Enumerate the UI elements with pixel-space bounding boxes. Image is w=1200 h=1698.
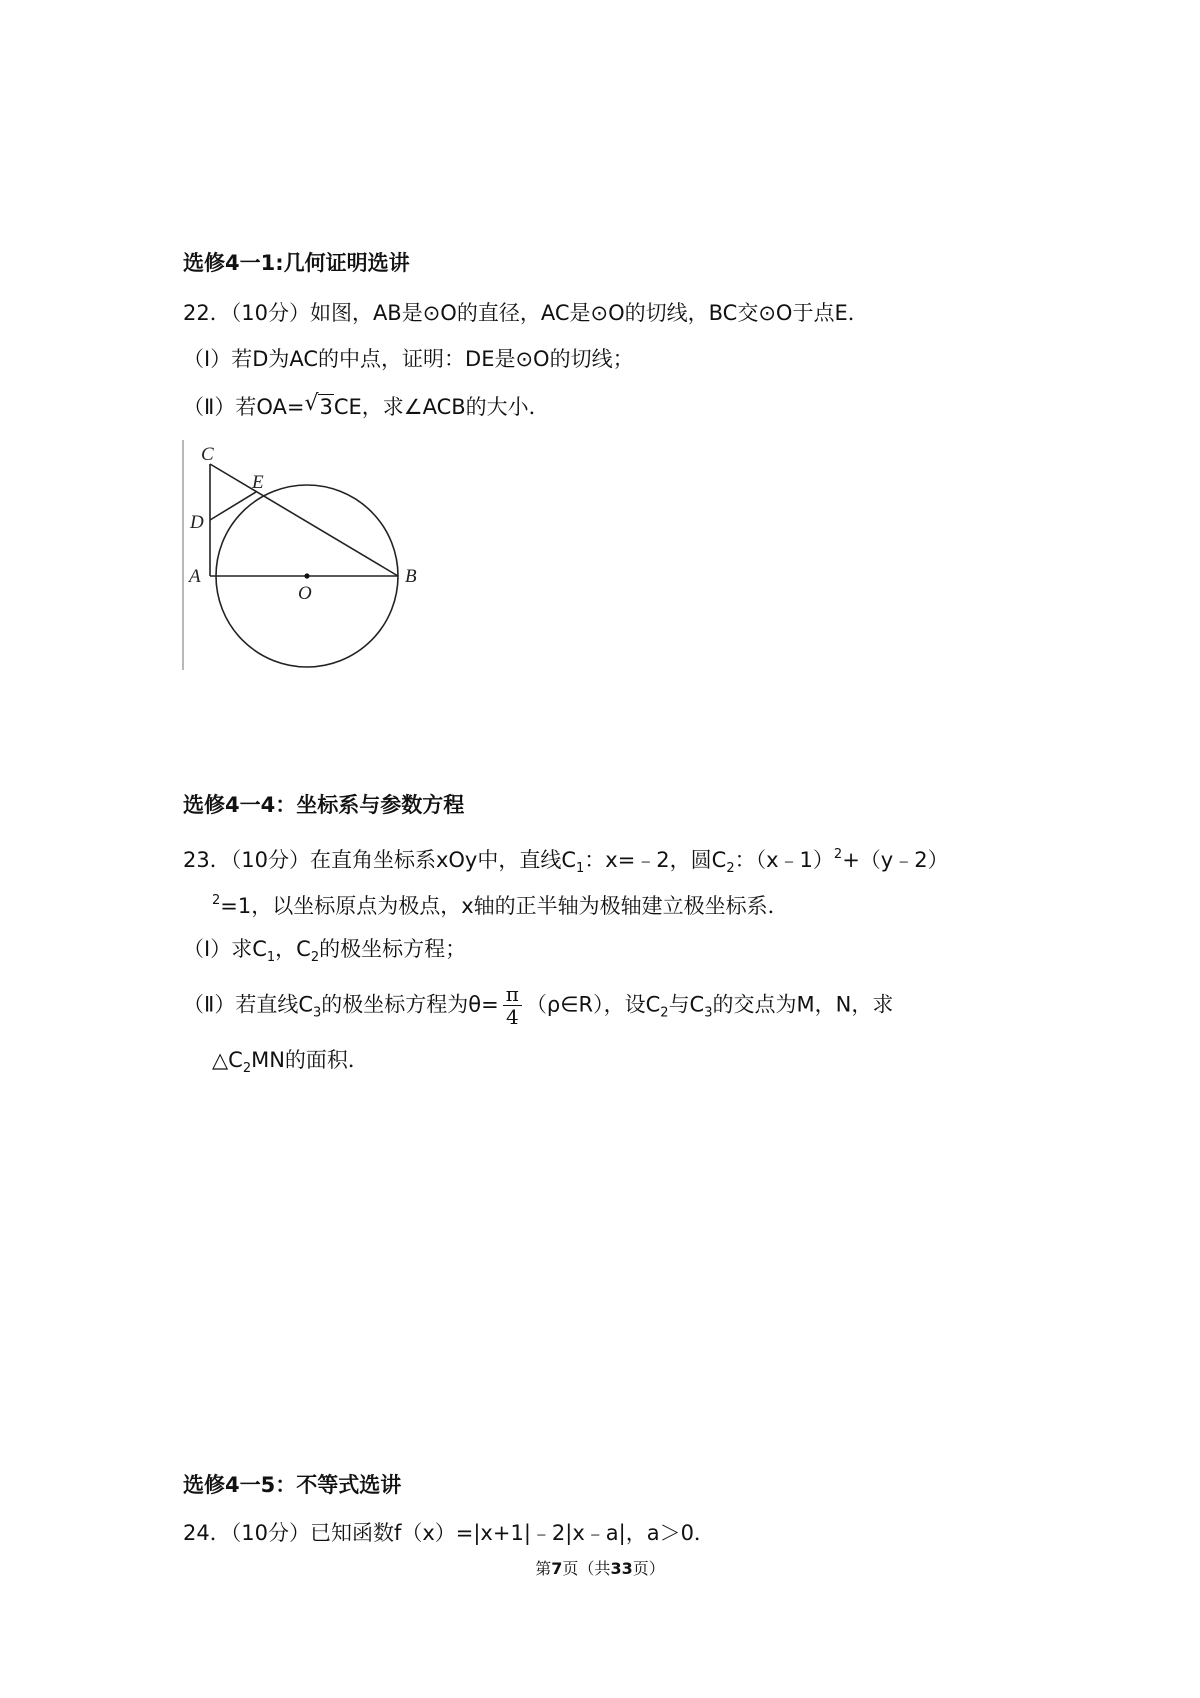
subscript: 2 <box>660 1005 669 1021</box>
section-header-polar: 选修4一4：坐标系与参数方程 <box>183 793 465 817</box>
geometry-figure <box>180 440 440 680</box>
question-23-part-2-cont <box>212 1045 369 1084</box>
page-footer <box>0 1556 1200 1579</box>
q23-text: △C <box>212 1048 243 1072</box>
q23-text: （Ⅰ）求C <box>183 937 267 961</box>
label-a: A <box>189 566 201 587</box>
footer-text: 第 <box>535 1559 552 1578</box>
page-number: 7 <box>551 1559 563 1578</box>
q23-text: ，C <box>275 937 311 961</box>
subscript: 2 <box>310 950 320 965</box>
fraction-pi-over-4 <box>503 983 522 1028</box>
question-23-part-1 <box>183 934 466 973</box>
question-24-stem: 24．（10分）已知函数f（x）=|x+1|﹣2|x﹣a|，a＞0． <box>183 1521 715 1545</box>
sqrt-radicand: 3 <box>319 395 333 419</box>
q23-text: =1，以坐标原点为极点，x轴的正半轴为极轴建立极坐标系． <box>220 894 789 918</box>
center-point-o <box>304 573 309 578</box>
q23-text: ：x=﹣2，圆C <box>584 848 727 872</box>
section-header-geometry: 选修4一1:几何证明选讲 <box>183 251 410 275</box>
q23-text: 23．（10分）在直角坐标系xOy中，直线C <box>183 848 576 872</box>
question-22-part-2 <box>183 392 550 422</box>
q23-text: ：（x﹣1） <box>734 848 834 872</box>
footer-text: 页） <box>632 1559 665 1578</box>
subscript: 3 <box>313 1005 322 1021</box>
question-22-part-1: （Ⅰ）若D为AC的中点，证明：DE是⊙O的切线； <box>183 347 634 371</box>
total-pages: 33 <box>610 1559 633 1578</box>
question-23-part-2 <box>183 983 893 1029</box>
q23-text: （Ⅱ）若直线C <box>183 992 313 1017</box>
q23-text: 的极坐标方程； <box>319 937 467 961</box>
label-b: B <box>405 566 417 587</box>
fraction-numerator: π <box>503 983 522 1006</box>
label-d: D <box>190 512 204 533</box>
subscript: 3 <box>704 1005 713 1021</box>
q23-text: 的交点为M，N，求 <box>712 992 894 1017</box>
q23-text: 的极坐标方程为θ= <box>321 992 499 1017</box>
q23-text: +（y﹣2） <box>842 848 949 872</box>
label-o: O <box>298 583 312 604</box>
q23-text: 与C <box>668 992 705 1017</box>
q22-part2-pre: （Ⅱ）若OA= <box>183 395 305 419</box>
subscript: 1 <box>576 861 585 876</box>
superscript: 2 <box>833 847 843 862</box>
footer-text: 页（共 <box>562 1559 611 1578</box>
subscript: 1 <box>266 950 276 965</box>
q23-text: MN的面积． <box>251 1048 369 1072</box>
q22-part2-post: CE，求∠ACB的大小． <box>333 395 550 419</box>
section-header-inequality: 选修4一5：不等式选讲 <box>183 1473 402 1497</box>
fraction-denominator: 4 <box>505 1005 519 1029</box>
subscript: 2 <box>242 1061 252 1076</box>
question-23-line-1 <box>183 840 949 884</box>
sqrt-three: √ 3 <box>304 391 333 419</box>
segment-cb <box>210 464 398 576</box>
label-e: E <box>252 472 264 493</box>
q23-text: （ρ∈R），设C <box>525 992 661 1017</box>
superscript: 2 <box>212 893 221 908</box>
label-c: C <box>201 444 214 465</box>
question-22-stem: 22．（10分）如图，AB是⊙O的直径，AC是⊙O的切线，BC交⊙O于点E． <box>183 301 869 325</box>
subscript: 2 <box>726 861 735 876</box>
question-23-line-2 <box>212 886 789 921</box>
